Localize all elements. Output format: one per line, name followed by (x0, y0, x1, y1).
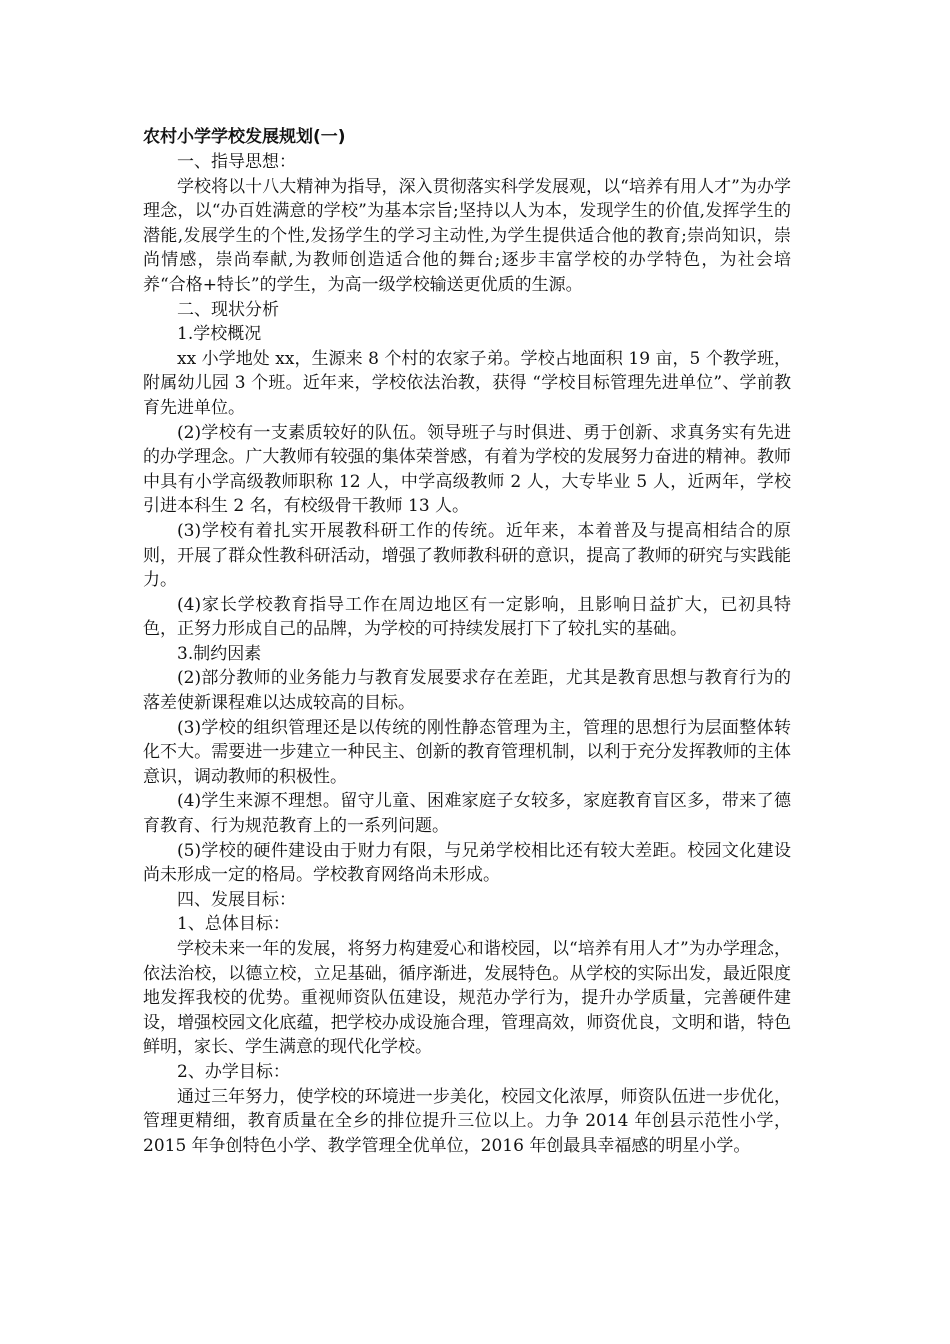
paragraph: (2)学校有一支素质较好的队伍。领导班子与时俱进、勇于创新、求真务实有先进的办学理念。广大教师有较强的集体荣誉感，有着为学校的发展努力奋进的精神。教师中具有小学高级教师职称 12 人，中学高级教师 2 人，大专毕业 5 人，近两年，学校引进本科生 2 名，有校级骨干教师 13 人。 (143, 422, 791, 517)
subsection-heading: 1.学校概况 (177, 324, 262, 345)
paragraph: 学校未来一年的发展，将努力构建爱心和谐校园，以“培养有用人才”为办学理念，依法治校，以德立校，立足基础，循序渐进，发展特色。从学校的实际出发，最近限度地发挥我校的优势。重视师资队伍建设，规范办学行为，提升办学质量，完善硬件建设，增强校园文化底蕴，把学校办成设施合理，管理高效，师资优良，文明和谐，特色鲜明，家长、学生满意的现代化学校。 (143, 939, 791, 1058)
paragraph: 通过三年努力，使学校的环境进一步美化，校园文化浓厚，师资队伍进一步优化，管理更精细，教育质量在全乡的排位提升三位以上。力争 2014 年创县示范性小学，2015 年争创特色小学、教学管理全优单位，2016 年创最具幸福感的明星小学。 (143, 1086, 791, 1156)
paragraph: (2)部分教师的业务能力与教育发展要求存在差距，尤其是教育思想与教育行为的落差使新课程难以达成较高的目标。 (143, 668, 791, 714)
section-heading: 四、发展目标： (177, 889, 296, 910)
paragraph: (3)学校的组织管理还是以传统的刚性静态管理为主，管理的思想行为层面整体转化不大。需要进一步建立一种民主、创新的教育管理机制，以利于充分发挥教师的主体意识，调动教师的积极性。 (143, 717, 791, 787)
paragraph: (4)学生来源不理想。留守儿童、困难家庭子女较多，家庭教育盲区多，带来了德育教育、行为规范教育上的一系列问题。 (143, 791, 791, 837)
document-body (143, 124, 791, 1158)
paragraph: (5)学校的硬件建设由于财力有限，与兄弟学校相比还有较大差距。校园文化建设尚未形成一定的格局。学校教育网络尚未形成。 (143, 840, 791, 886)
section-heading: 二、现状分析 (177, 299, 279, 320)
paragraph: 学校将以十八大精神为指导，深入贯彻落实科学发展观，以“培养有用人才”为办学理念，以“办百姓满意的学校”为基本宗旨;坚持以人为本，发现学生的价值,发挥学生的潜能,发展学生的个性,发扬学生的学习主动性,为学生提供适合他的教育;崇尚知识，崇尚情感，崇尚奉献,为教师创造适合他的舞台;逐步丰富学校的办学特色，为社会培养“合格+特长”的学生，为高一级学校输送更优质的生源。 (143, 176, 791, 295)
paragraph: (4)家长学校教育指导工作在周边地区有一定影响，且影响日益扩大，已初具特色，正努力形成自己的品牌，为学校的可持续发展打下了较扎实的基础。 (143, 594, 791, 640)
paragraph: xx 小学地处 xx，生源来 8 个村的农家子弟。学校占地面积 19 亩，5 个教学班，附属幼儿园 3 个班。近年来，学校依法治教，获得 “学校目标管理先进单位”、学前教育先进单位。 (143, 348, 791, 418)
subsection-heading: 3.制约因素 (177, 643, 262, 664)
subsection-heading: 2、办学目标： (177, 1061, 290, 1082)
document-title: 农村小学学校发展规划(一) (143, 127, 346, 147)
section-heading: 一、指导思想： (177, 152, 296, 172)
paragraph: (3)学校有着扎实开展教科研工作的传统。近年来，本着普及与提高相结合的原则，开展了群众性教科研活动，增强了教师教科研的意识，提高了教师的研究与实践能力。 (143, 520, 791, 591)
subsection-heading: 1、总体目标： (177, 914, 290, 935)
